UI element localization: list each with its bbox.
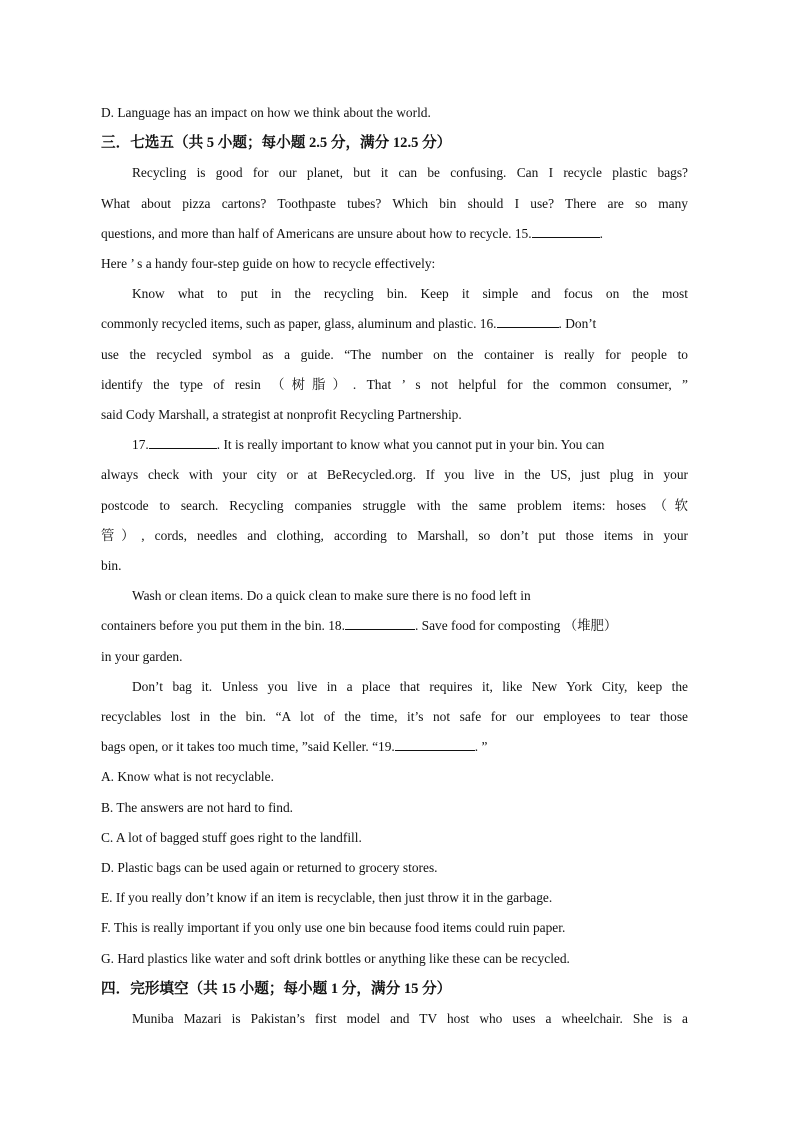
passage-line: 管）, cords, needles and clothing, according to Marshall, so don’t put those items in your	[101, 527, 688, 543]
passage-recycling	[101, 158, 688, 762]
answer-options	[101, 762, 688, 973]
previous-question-option-d: D. Language has an impact on how we think about the world.	[101, 105, 431, 120]
option-c: C. A lot of bagged stuff goes right to the landfill.	[101, 829, 362, 845]
passage-line: Wash or clean items. Do a quick clean to make sure there is no food left in	[132, 588, 531, 604]
passage-line: in your garden.	[101, 648, 183, 664]
passage-line: Recycling is good for our planet, but it can be confusing. Can I recycle plastic bags?	[132, 165, 688, 181]
option-a: A. Know what is not recyclable.	[101, 769, 274, 785]
option-g: G. Hard plastics like water and soft drink bottles or anything like these can be recycled.	[101, 950, 570, 966]
answer-blank-17[interactable]	[149, 434, 217, 449]
passage-line: containers before you put them in the bin. 18. . Save food for composting （堆肥）	[101, 611, 688, 641]
passage-line: bin.	[101, 558, 122, 574]
passage-line: questions, and more than half of Americans are unsure about how to recycle. 15. .	[101, 219, 688, 249]
passage-line: Don’t bag it. Unless you live in a place that requires it, like New York City, keep the	[132, 678, 688, 694]
passage-line: identify the type of resin （树脂）. That ’ s not helpful for the common consumer, ”	[101, 376, 688, 392]
passage-line: bags open, or it takes too much time, ”said Keller. “19. . ”	[101, 732, 688, 762]
option-e: E. If you really don’t know if an item is recyclable, then just throw it in the garbage.	[101, 890, 553, 906]
passage-line: What about pizza cartons? Toothpaste tubes? Which bin should I use? There are so many	[101, 195, 688, 211]
passage-line: use the recycled symbol as a guide. “The number on the container is really for people to	[101, 346, 688, 362]
passage-line: postcode to search. Recycling companies struggle with the same problem items: hoses（软	[101, 497, 688, 513]
section-3-heading: 三．七选五（共 5 小题；每小题 2.5 分，满分 12.5 分）	[101, 135, 452, 152]
passage-line: commonly recycled items, such as paper, glass, aluminum and plastic. 16. . Don’t	[101, 309, 688, 339]
passage-line: said Cody Marshall, a strategist at nonprofit Recycling Partnership.	[101, 407, 462, 423]
option-d: D. Plastic bags can be used again or returned to grocery stores.	[101, 860, 438, 876]
passage-line: recyclables lost in the bin. “A lot of the time, it’s not safe for our employees to tear those	[101, 709, 688, 725]
section-4-heading: 四．完形填空（共 15 小题；每小题 1 分，满分 15 分）	[101, 980, 452, 997]
passage-line: Know what to put in the recycling bin. Keep it simple and focus on the most	[132, 286, 688, 302]
answer-blank-15[interactable]	[532, 223, 600, 238]
answer-blank-19[interactable]	[395, 736, 475, 751]
document-content	[101, 98, 688, 1034]
passage-line: Muniba Mazari is Pakistan’s first model and TV host who uses a wheelchair. She is a	[132, 1011, 688, 1027]
answer-blank-18[interactable]	[345, 615, 415, 630]
answer-blank-16[interactable]	[497, 313, 559, 328]
option-f: F. This is really important if you only use one bin because food items could ruin paper.	[101, 920, 566, 936]
option-b: B. The answers are not hard to find.	[101, 799, 294, 815]
passage-line: always check with your city or at BeRecycled.org. If you live in the US, just plug in your	[101, 467, 688, 483]
passage-line: 17. . It is really important to know what you cannot put in your bin. You can	[101, 430, 688, 460]
passage-line: Here ’ s a handy four-step guide on how to recycle effectively:	[101, 256, 436, 272]
